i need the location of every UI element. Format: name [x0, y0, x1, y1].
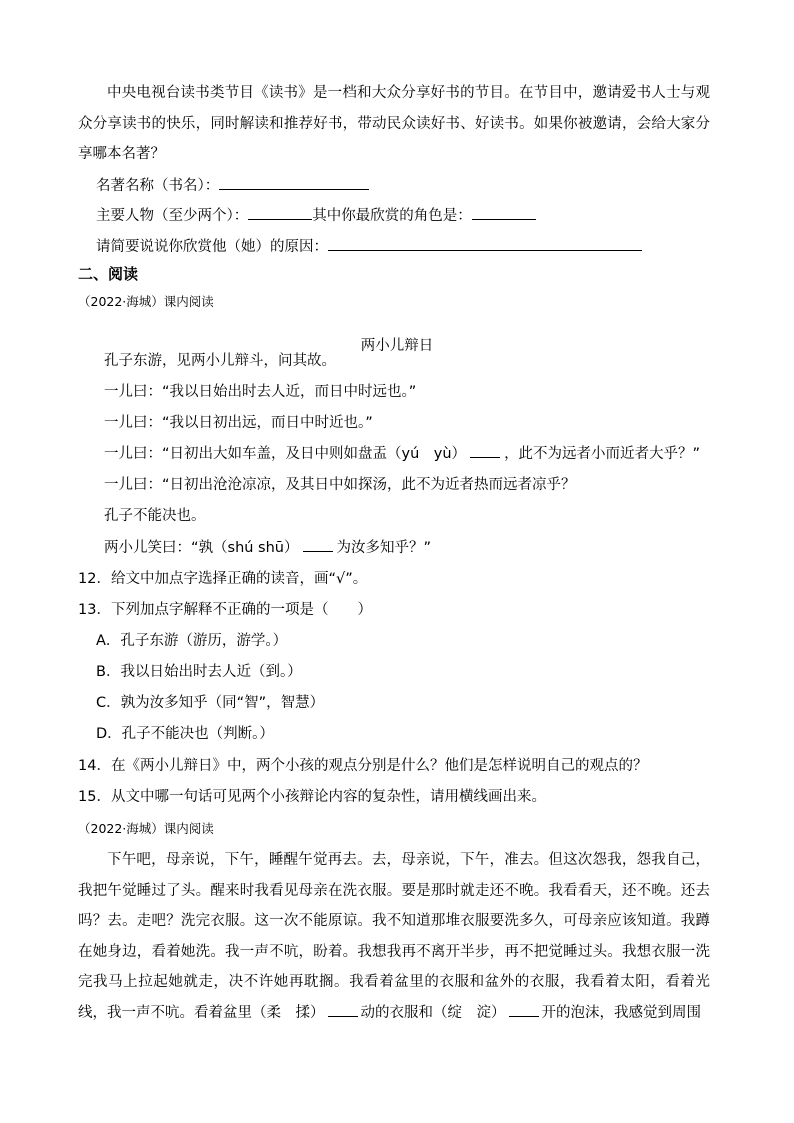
reason-blank[interactable]	[328, 236, 642, 251]
question-13-option-d: D．孔子不能决也（判断。）	[96, 726, 274, 742]
pinyin-blank-2[interactable]	[303, 537, 333, 552]
reading2-blank-1[interactable]	[328, 1002, 358, 1017]
reading1-line-3: 一儿曰：“我以日初出远，而日中时近也。”	[104, 415, 373, 431]
characters-blank[interactable]	[248, 205, 312, 220]
question-13: 13．下列加点字解释不正确的一项是（ ）	[78, 602, 372, 618]
reading1-line-1: 孔子东游，见两小儿辩斗，问其故。	[104, 353, 336, 369]
reading1-line-7	[104, 537, 431, 559]
reading1-line-7-pre: 两小儿笑曰：“孰（shú shū）	[104, 540, 299, 556]
reading1-line-4-pre: 一儿曰：“日初出大如车盖，及日中则如盘盂（yú yù）	[104, 446, 467, 462]
section-heading: 二、阅读	[78, 265, 139, 283]
reading2-paragraph	[78, 845, 710, 1028]
reading1-line-4	[104, 443, 700, 465]
question-14: 14．在《两小儿辩日》中，两个小孩的观点分别是什么？他们是怎样说明自己的观点的？	[78, 758, 648, 774]
book-name-label: 名著名称（书名）：	[96, 178, 220, 194]
reading1-line-4-post: ，此不为远者小而近者大乎？”	[504, 446, 701, 462]
question-13-option-b: B．我以日始出时去人近（到。）	[96, 664, 302, 680]
reading1-source: （2022·海城）课内阅读	[78, 294, 214, 309]
reading1-title: 两小儿辩日	[360, 337, 434, 354]
characters-label: 主要人物（至少两个）：	[96, 208, 249, 224]
question-12: 12．给文中加点字选择正确的读音，画“√”。	[78, 571, 368, 587]
book-name-line	[96, 175, 369, 197]
reading2-paragraph-pre: 下午吧，母亲说，下午，睡醒午觉再去。去，母亲说，下午，准去。但这次怨我，怨我自己，我把午觉睡过了头。醒来时我看见母亲在洗衣服。要是那时就走还不晚。我看看天，还不晚。还去吗？去。走吧？洗完衣服。这一次不能原谅。我不知道那堆衣服要洗多久，可母亲应该知道。我蹲在她身边，看着她洗。我一声不吭，盼着。我想我再不离开半步，再不把觉睡过头。我想衣服一洗完我马上拉起她就走，决不许她再耽搁。我看着盆里的衣服和盆外的衣服，我看着太阳，看着光线，我一声不吭。看着盆里（柔 揉）	[78, 852, 710, 1021]
favorite-label: 其中你最欣赏的角色是：	[312, 208, 472, 224]
characters-line	[96, 205, 536, 227]
reading1-line-6: 孔子不能决也。	[104, 508, 206, 524]
reading2-blank-2[interactable]	[509, 1002, 539, 1017]
intro-paragraph: 中央电视台读书类节目《读书》是一档和大众分享好书的节目。在节目中，邀请爱书人士与观众分享读书的快乐，同时解读和推荐好书，带动民众读好书、好读书。如果你被邀请，会给大家分享哪本名著？	[78, 85, 710, 162]
reason-line	[96, 236, 642, 258]
reading2-paragraph-mid: 动的衣服和（绽 淀）	[360, 1004, 506, 1021]
question-13-option-c: C．孰为汝多知乎（同“智”，智慧）	[96, 695, 325, 711]
question-13-option-a: A．孔子东游（游历，游学。）	[96, 633, 288, 649]
reading1-line-5: 一儿曰：“日初出沧沧凉凉，及其日中如探汤，此不为近者热而远者凉乎？	[104, 477, 576, 493]
reading1-line-7-post: 为汝多知乎？”	[336, 540, 432, 556]
reading2-source: （2022·海城）课内阅读	[78, 821, 214, 836]
reason-label: 请简要说说你欣赏他（她）的原因：	[96, 239, 328, 255]
reading2-paragraph-post: 开的泡沫，我感觉到周围	[541, 1004, 701, 1021]
question-15: 15．从文中哪一句话可见两个小孩辩论内容的复杂性，请用横线画出来。	[78, 789, 546, 805]
favorite-blank[interactable]	[472, 205, 536, 220]
pinyin-blank-1[interactable]	[470, 443, 500, 458]
reading1-line-2: 一儿曰：“我以日始出时去人近，而日中时远也。”	[104, 384, 417, 400]
book-name-blank[interactable]	[219, 175, 369, 190]
